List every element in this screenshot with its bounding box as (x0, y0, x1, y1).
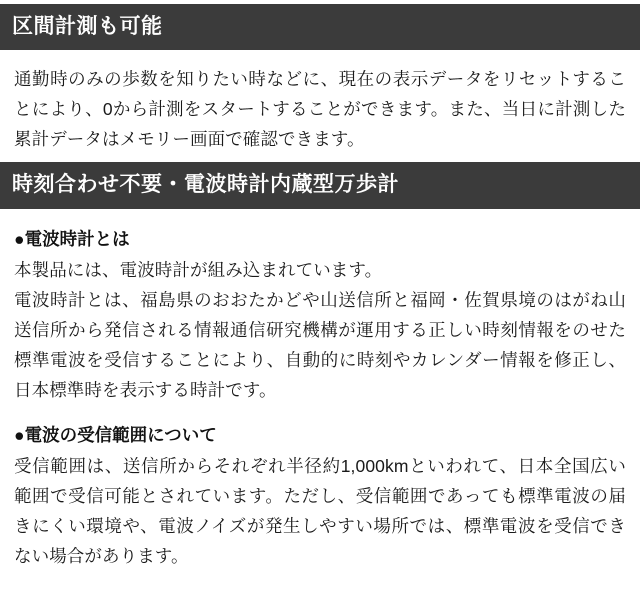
document-page (0, 4, 640, 610)
paragraph: 受信範囲は、送信所からそれぞれ半径約1,000kmといわれて、日本全国広い範囲で受信可能とされています。ただし、受信範囲であっても標準電波の届きにくい環境や、電波ノイズが発生しやすい場所では、標準電波を受信できない場合があります。 (14, 456, 626, 567)
section-body-interval-measurement (0, 50, 640, 160)
subheading-what-is-radio-clock: ●電波時計とは (14, 228, 130, 249)
paragraph: 電波時計とは、福島県のおおたかどや山送信所と福岡・佐賀県境のはがね山送信所から発信される情報通信研究機構が運用する正しい時刻情報をのせた標準電波を受信することにより、自動的に時刻やカレンダー情報を修正し、日本標準時を表示する時計です。 (14, 289, 626, 401)
subheading-reception-range: ●電波の受信範囲について (14, 425, 217, 446)
group-reception-range (14, 421, 626, 571)
paragraph: 通勤時のみの歩数を知りたい時などに、現在の表示データをリセットすることにより、0から計測をスタートすることができます。また、当日に計測した累計データはメモリー画面で確認できます。 (14, 69, 626, 150)
group-spacer (14, 405, 626, 421)
paragraph: 本製品には、電波時計が組み込まれています。 (14, 259, 383, 280)
section-heading-radio-clock-pedometer: 時刻合わせ不要・電波時計内蔵型万歩計 (0, 162, 640, 208)
group-what-is-radio-clock (14, 225, 626, 405)
section-heading-interval-measurement: 区間計測も可能 (0, 4, 640, 50)
section-body-radio-clock-pedometer (0, 209, 640, 576)
